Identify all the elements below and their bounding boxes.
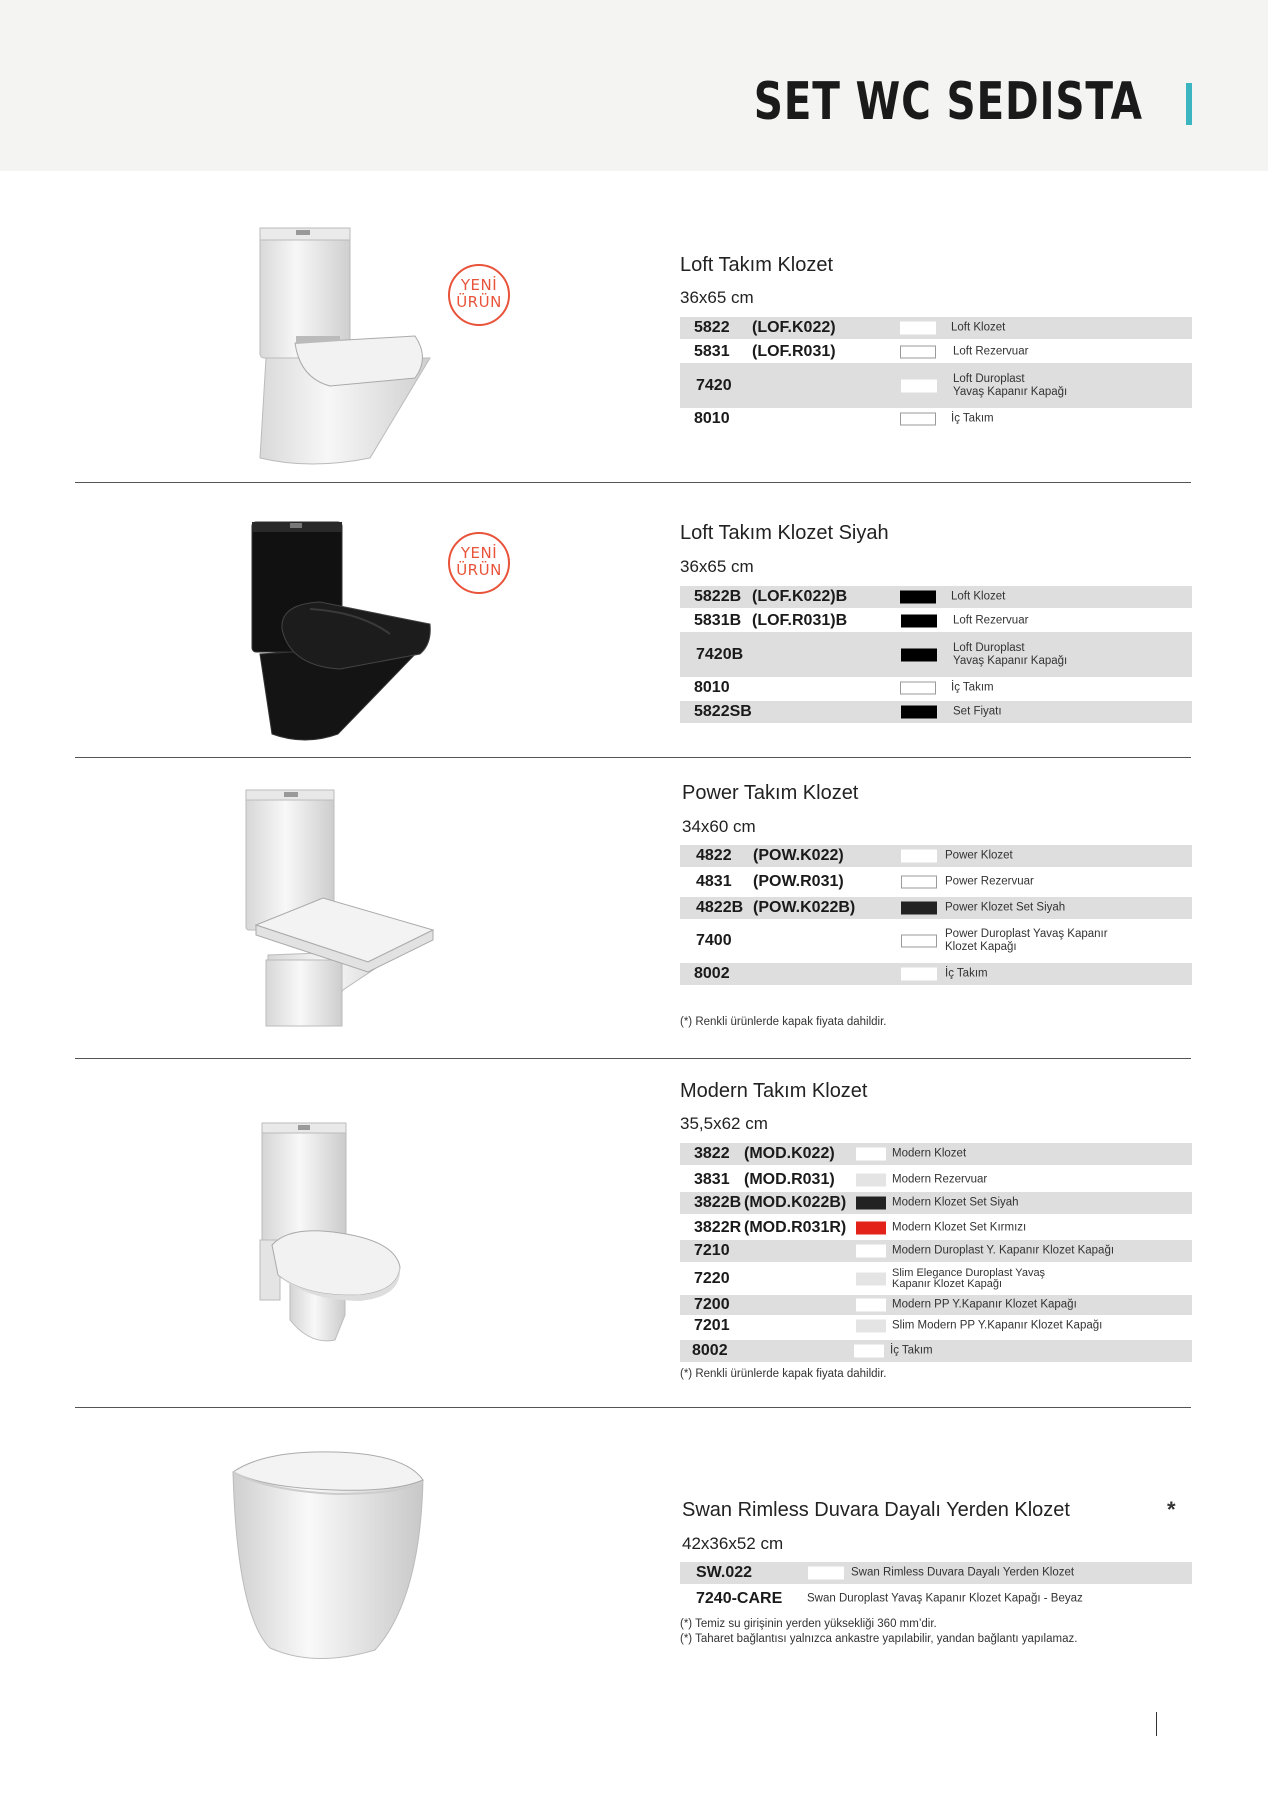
product-ref: (POW.K022) xyxy=(753,847,844,864)
product-row xyxy=(680,586,1192,608)
footnote: (*) Renkli ürünlerde kapak fiyata dahildir. xyxy=(680,1016,887,1028)
product-row xyxy=(680,871,1192,893)
product-desc: Set Fiyatı xyxy=(953,705,1002,718)
product-title: Power Takım Klozet xyxy=(682,782,859,804)
page-header xyxy=(0,0,1268,171)
product-row xyxy=(680,1169,1192,1191)
product-code: 4822B xyxy=(696,899,744,916)
product-code: 7201 xyxy=(694,1317,730,1334)
color-swatch xyxy=(901,379,937,392)
product-desc: Loft Klozet xyxy=(951,590,1006,603)
product-desc: Loft Duroplast Yavaş Kapanır Kapağı xyxy=(953,372,1068,398)
color-swatch xyxy=(901,876,937,889)
product-ref: (MOD.R031) xyxy=(744,1171,835,1188)
product-ref: (LOF.R031) xyxy=(752,343,836,360)
product-desc: Swan Duroplast Yavaş Kapanır Klozet Kapağı - Beyaz xyxy=(807,1592,1083,1605)
product-row xyxy=(680,341,1192,363)
product-row xyxy=(680,363,1192,408)
product-ref: (MOD.K022B) xyxy=(744,1194,847,1211)
product-image-swan xyxy=(225,1440,435,1670)
color-swatch xyxy=(901,615,937,628)
product-size: 36x65 cm xyxy=(680,557,754,576)
badge-line-1: YENİ xyxy=(460,276,498,294)
product-desc: Modern Rezervuar xyxy=(892,1173,988,1186)
product-row xyxy=(680,1295,1192,1315)
page-marker xyxy=(1156,1712,1157,1736)
product-code: 8010 xyxy=(694,679,730,696)
product-row xyxy=(680,1192,1192,1214)
color-swatch xyxy=(856,1273,886,1286)
accent-bar xyxy=(1186,83,1192,125)
product-code: 7200 xyxy=(694,1296,730,1313)
product-image-modern xyxy=(250,1115,430,1355)
product-desc: İç Takım xyxy=(945,967,988,980)
product-row xyxy=(680,1562,1192,1584)
product-desc: Power Duroplast Yavaş Kapanır Klozet Kapağı xyxy=(945,928,1108,953)
product-desc: Modern Klozet xyxy=(892,1147,967,1160)
product-code: 3822R xyxy=(694,1219,742,1236)
product-ref: (MOD.K022) xyxy=(744,1145,835,1162)
product-desc: Modern Duroplast Y. Kapanır Klozet Kapağı xyxy=(892,1244,1115,1257)
product-code: 4831 xyxy=(696,873,732,890)
product-desc: Slim Modern PP Y.Kapanır Klozet Kapağı xyxy=(892,1319,1103,1332)
product-size: 42x36x52 cm xyxy=(682,1534,784,1553)
product-row xyxy=(680,632,1192,677)
product-size: 36x65 cm xyxy=(680,288,754,307)
color-swatch xyxy=(901,935,937,948)
product-desc: Loft Duroplast Yavaş Kapanır Kapağı xyxy=(953,641,1068,667)
product-size: 35,5x62 cm xyxy=(680,1114,768,1133)
product-code: 7420 xyxy=(696,376,732,394)
product-desc: Power Rezervuar xyxy=(945,875,1034,888)
product-desc: Power Klozet xyxy=(945,849,1013,862)
product-code: 8002 xyxy=(692,1342,728,1359)
product-image-power xyxy=(228,780,448,1040)
product-row xyxy=(680,677,1192,699)
product-code: 7220 xyxy=(694,1270,730,1287)
product-code: 4822 xyxy=(696,847,732,864)
product-code: SW.022 xyxy=(696,1564,753,1581)
badge-line-2: ÜRÜN xyxy=(456,293,502,311)
section-divider xyxy=(75,482,1191,483)
product-desc: İç Takım xyxy=(951,681,994,694)
product-desc: Swan Rimless Duvara Dayalı Yerden Klozet xyxy=(851,1566,1075,1579)
product-row xyxy=(680,963,1192,985)
color-swatch xyxy=(900,413,936,426)
product-code: 5831B xyxy=(694,612,742,629)
product-row xyxy=(680,1143,1192,1165)
product-ref: (MOD.R031R) xyxy=(744,1219,847,1236)
product-code: 5831 xyxy=(694,343,730,360)
color-swatch xyxy=(856,1174,886,1187)
product-code: 8002 xyxy=(694,965,730,982)
product-desc: Modern Klozet Set Siyah xyxy=(892,1196,1019,1209)
product-code: 7420B xyxy=(696,645,744,663)
color-swatch xyxy=(808,1567,844,1580)
color-swatch xyxy=(856,1148,886,1161)
color-swatch xyxy=(856,1197,886,1210)
color-swatch xyxy=(901,648,937,661)
product-row xyxy=(680,1340,1192,1362)
product-desc: Loft Rezervuar xyxy=(953,345,1029,358)
new-product-badge xyxy=(448,532,510,594)
product-row xyxy=(680,317,1192,339)
product-desc: Power Klozet Set Siyah xyxy=(945,901,1066,914)
new-product-badge xyxy=(448,264,510,326)
product-row xyxy=(680,1316,1192,1336)
asterisk-mark: * xyxy=(1167,1497,1176,1522)
section-divider xyxy=(75,757,1191,758)
product-code: 7240-CARE xyxy=(696,1590,783,1607)
product-code: 5822SB xyxy=(694,703,752,720)
product-image-loft xyxy=(220,208,470,468)
product-desc: Loft Klozet xyxy=(951,321,1006,334)
color-swatch xyxy=(901,706,937,719)
color-swatch xyxy=(854,1345,884,1358)
product-row xyxy=(680,1588,1192,1610)
product-code: 3831 xyxy=(694,1171,730,1188)
product-size: 34x60 cm xyxy=(682,817,756,836)
color-swatch xyxy=(900,591,936,604)
product-row xyxy=(680,845,1192,867)
product-code: 8010 xyxy=(694,410,730,427)
page-title: SET WC SEDISTA xyxy=(753,72,1143,132)
section-divider xyxy=(75,1058,1191,1059)
product-ref: (POW.R031) xyxy=(753,873,844,890)
footnote: (*) Renkli ürünlerde kapak fiyata dahildir. xyxy=(680,1368,887,1380)
product-title: Swan Rimless Duvara Dayalı Yerden Klozet xyxy=(682,1499,1070,1521)
color-swatch xyxy=(900,346,936,359)
product-row xyxy=(680,408,1192,430)
product-code: 3822 xyxy=(694,1145,730,1162)
product-code: 7210 xyxy=(694,1242,730,1259)
product-title: Modern Takım Klozet xyxy=(680,1080,868,1102)
color-swatch xyxy=(900,682,936,695)
product-title: Loft Takım Klozet xyxy=(680,254,834,276)
color-swatch xyxy=(856,1320,886,1333)
product-desc: Loft Rezervuar xyxy=(953,614,1029,627)
badge-line-2: ÜRÜN xyxy=(456,561,502,579)
color-swatch xyxy=(856,1222,886,1235)
product-row xyxy=(680,610,1192,632)
color-swatch xyxy=(856,1299,886,1312)
product-desc: İç Takım xyxy=(951,412,994,425)
product-image-loft-black xyxy=(220,494,470,744)
product-row xyxy=(680,1217,1192,1239)
product-desc: İç Takım xyxy=(890,1344,933,1357)
product-row xyxy=(680,1264,1192,1294)
product-code: 3822B xyxy=(694,1194,742,1211)
product-ref: (LOF.R031)B xyxy=(752,612,848,629)
product-ref: (LOF.K022)B xyxy=(752,588,848,605)
product-desc: Modern Klozet Set Kırmızı xyxy=(892,1221,1027,1234)
product-title: Loft Takım Klozet Siyah xyxy=(680,522,889,544)
product-row xyxy=(680,897,1192,919)
product-desc: Modern PP Y.Kapanır Klozet Kapağı xyxy=(892,1298,1077,1311)
product-code: 5822B xyxy=(694,588,742,605)
product-code: 5822 xyxy=(694,319,730,336)
product-row xyxy=(680,1240,1192,1262)
color-swatch xyxy=(901,850,937,863)
color-swatch xyxy=(900,322,936,335)
product-ref: (LOF.K022) xyxy=(752,319,836,336)
product-ref: (POW.K022B) xyxy=(753,899,856,916)
footnote: (*) Temiz su girişinin yerden yüksekliği 360 mm’dir. xyxy=(680,1618,937,1630)
badge-line-1: YENİ xyxy=(460,544,498,562)
color-swatch xyxy=(901,968,937,981)
footnote: (*) Taharet bağlantısı yalnızca ankastre yapılabilir, yandan bağlantı yapılamaz. xyxy=(680,1633,1078,1645)
color-swatch xyxy=(856,1245,886,1258)
product-row xyxy=(680,701,1192,723)
section-divider xyxy=(75,1407,1191,1408)
product-code: 7400 xyxy=(696,932,732,949)
product-row xyxy=(680,920,1192,962)
product-desc: Slim Elegance Duroplast Yavaş Kapanır Klozet Kapağı xyxy=(892,1267,1046,1290)
color-swatch xyxy=(901,902,937,915)
